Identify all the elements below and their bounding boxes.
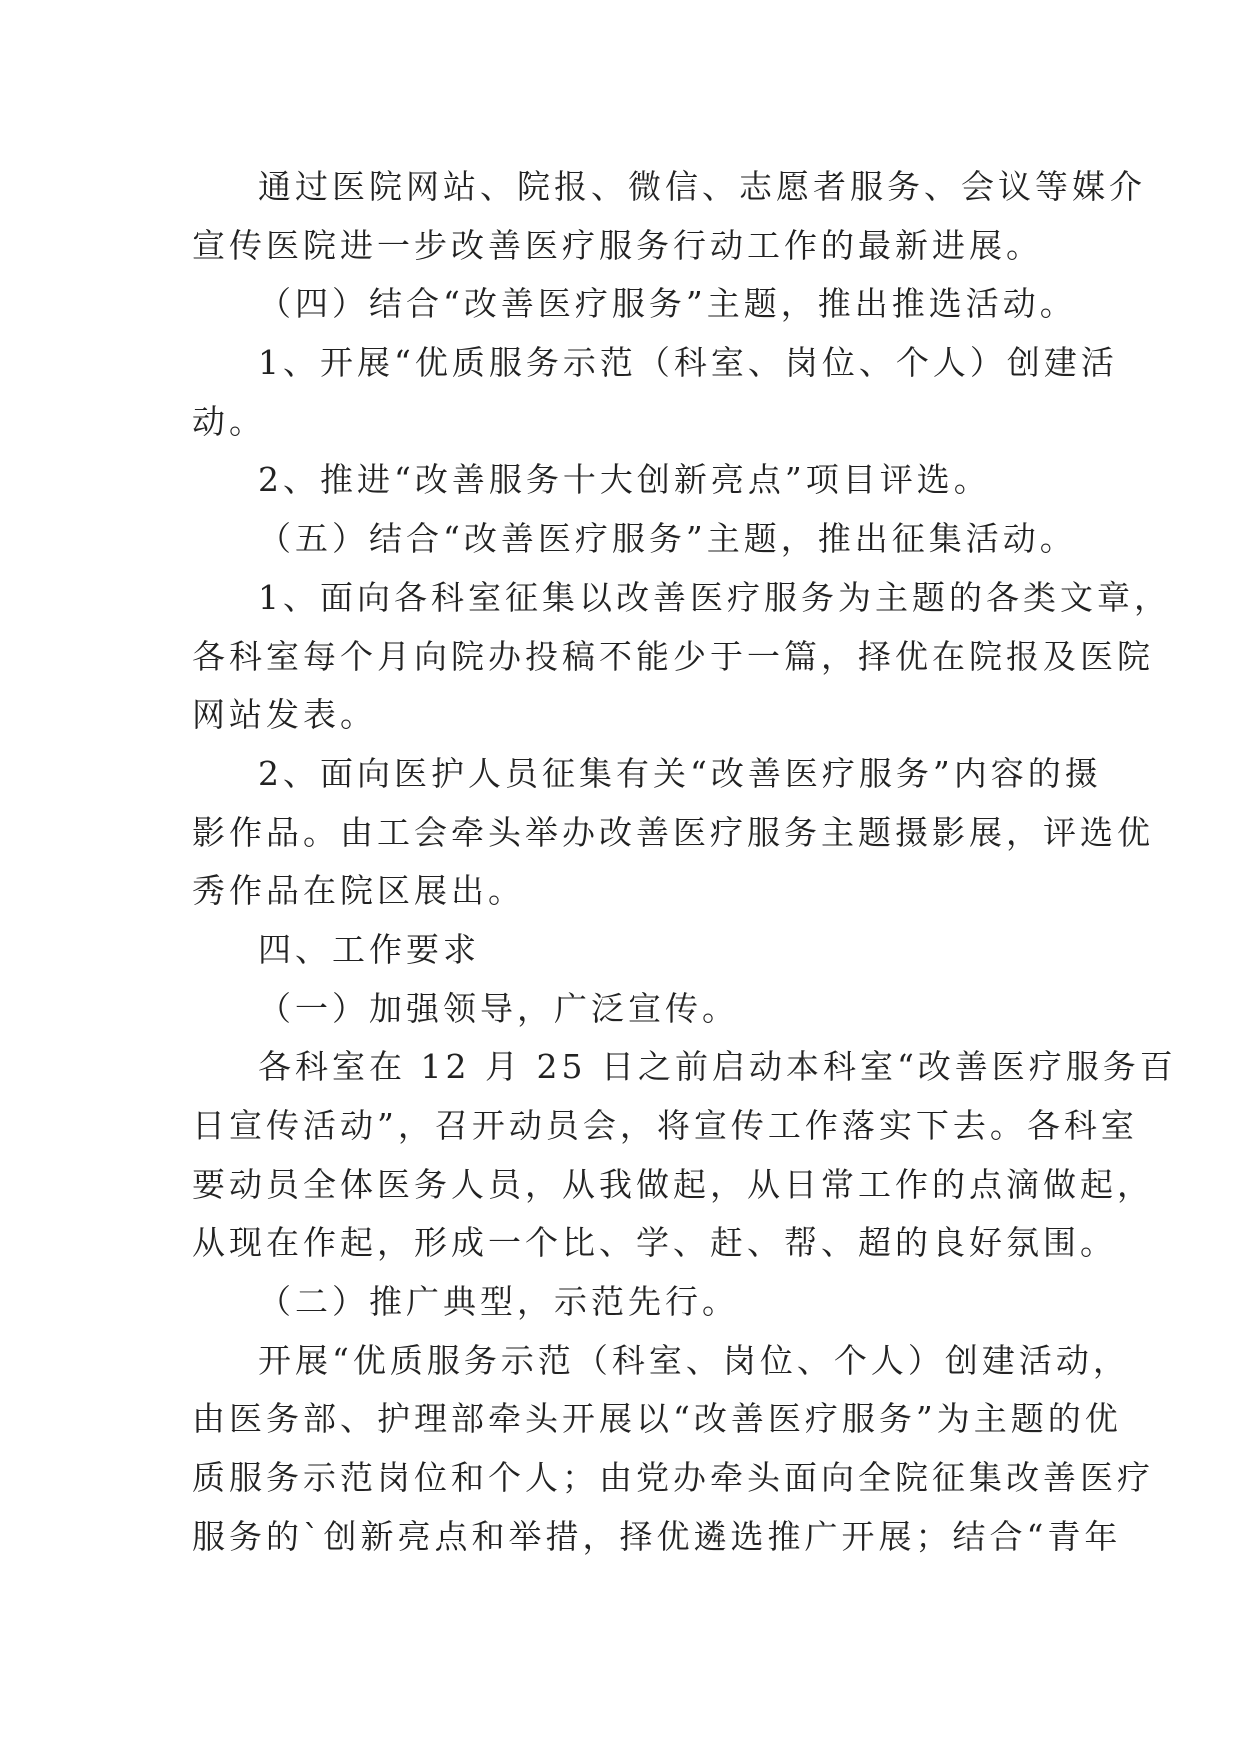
text-line: 通过医院网站、院报、微信、志愿者服务、会议等媒介 — [258, 167, 1146, 206]
text-line: （四）结合“改善医疗服务”主题，推出推选活动。 — [258, 284, 1077, 324]
text-line: 2、推进“改善服务十大创新亮点”项目评选。 — [258, 460, 991, 500]
text-line: 动。 — [192, 401, 266, 441]
text-line: 秀作品在院区展出。 — [192, 871, 525, 911]
text-line: 各科室每个月向院办投稿不能少于一篇，择优在院报及医院 — [192, 636, 1154, 676]
text-line: 要动员全体医务人员，从我做起，从日常工作的点滴做起， — [192, 1164, 1154, 1204]
text-line: 由医务部、护理部牵头开展以“改善医疗服务”为主题的优 — [192, 1399, 1122, 1439]
text-line: （五）结合“改善医疗服务”主题，推出征集活动。 — [258, 519, 1077, 559]
document-body — [192, 158, 1177, 1567]
text-line: （二）推广典型，示范先行。 — [258, 1282, 739, 1322]
text-line: 开展“优质服务示范（科室、岗位、个人）创建活动， — [258, 1340, 1130, 1380]
text-line: 服务的`创新亮点和举措，择优遴选推广开展；结合“青年 — [192, 1516, 1122, 1556]
text-line: 四、工作要求 — [258, 929, 480, 969]
text-line: 日宣传活动”，召开动员会，将宣传工作落实下去。各科室 — [192, 1106, 1138, 1145]
text-line: 各科室在 12 月 25 日之前启动本科室“改善医疗服务百 — [258, 1047, 1177, 1087]
text-line: 1、面向各科室征集以改善医疗服务为主题的各类文章， — [258, 577, 1171, 617]
text-line: 网站发表。 — [192, 695, 377, 735]
text-line: 1、开展“优质服务示范（科室、岗位、个人）创建活 — [258, 343, 1118, 383]
text-line: （一）加强领导，广泛宣传。 — [258, 988, 739, 1028]
text-line: 质服务示范岗位和个人；由党办牵头面向全院征集改善医疗 — [192, 1458, 1154, 1498]
text-line: 影作品。由工会牵头举办改善医疗服务主题摄影展，评选优 — [192, 812, 1154, 852]
text-line: 2、面向医护人员征集有关“改善医疗服务”内容的摄 — [258, 753, 1102, 793]
text-line: 从现在作起，形成一个比、学、赶、帮、超的良好氛围。 — [192, 1223, 1117, 1263]
text-line: 宣传医院进一步改善医疗服务行动工作的最新进展。 — [192, 225, 1043, 265]
